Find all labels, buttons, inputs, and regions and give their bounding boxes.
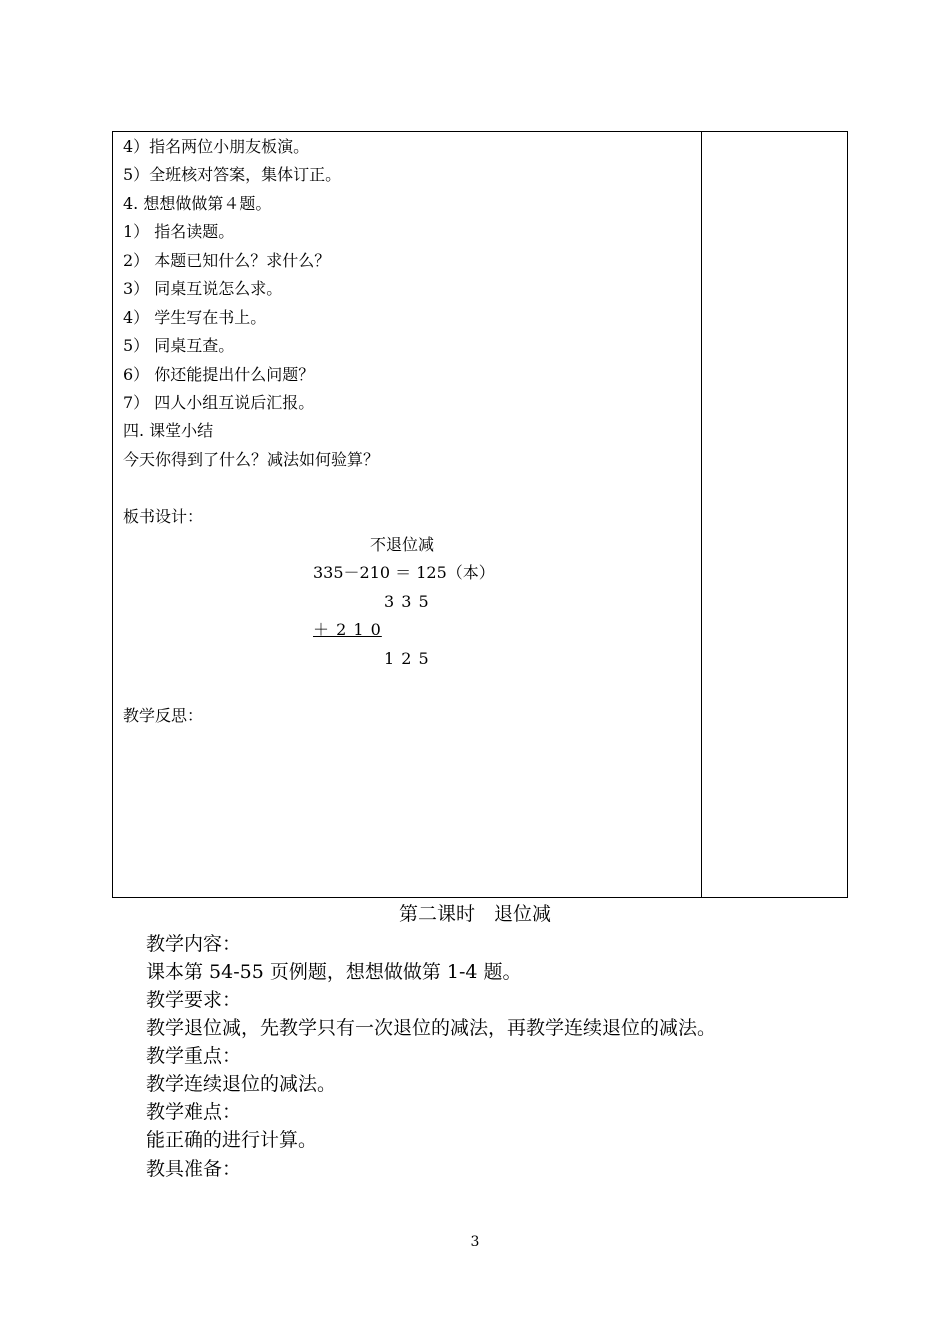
- step-line: 6） 你还能提出什么问题？: [123, 365, 315, 384]
- table-column-divider: [701, 131, 702, 898]
- summary-heading: 四. 课堂小结: [123, 421, 214, 440]
- board-check-row: ＋ 2 1 0: [313, 620, 382, 639]
- content-text: 课本第 54-55 页例题，想想做做第 1-4 题。: [146, 961, 522, 983]
- lesson-table: [112, 131, 848, 898]
- requirements-heading: 教学要求：: [146, 989, 242, 1011]
- step-line: 4）指名两位小朋友板演。: [123, 137, 310, 156]
- key-point-text: 教学连续退位的减法。: [146, 1073, 337, 1095]
- board-design-label: 板书设计：: [123, 507, 204, 526]
- page-number: 3: [470, 1234, 480, 1250]
- step-line: 5） 同桌互查。: [123, 336, 235, 355]
- board-result: 1 2 5: [384, 649, 430, 668]
- requirements-text: 教学退位减，先教学只有一次退位的减法，再教学连续退位的减法。: [146, 1017, 717, 1039]
- reflection-label: 教学反思：: [123, 706, 204, 725]
- difficulty-heading: 教学难点：: [146, 1101, 242, 1123]
- step-line: 2） 本题已知什么？求什么？: [123, 251, 331, 270]
- step-line: 4. 想想做做第４题。: [123, 194, 272, 213]
- step-line: 7） 四人小组互说后汇报。: [123, 393, 315, 412]
- materials-heading: 教具准备：: [146, 1158, 242, 1180]
- step-line: 3） 同桌互说怎么求。: [123, 279, 283, 298]
- lesson-title: 第二课时 退位减: [398, 903, 551, 925]
- board-equation: 335－210 ＝ 125（本）: [313, 563, 495, 582]
- summary-question: 今天你得到了什么？减法如何验算？: [123, 450, 380, 469]
- board-title: 不退位减: [370, 535, 435, 554]
- key-point-heading: 教学重点：: [146, 1045, 242, 1067]
- step-line: 4） 学生写在书上。: [123, 308, 267, 327]
- board-minuend: 3 3 5: [384, 592, 430, 611]
- content-heading: 教学内容：: [146, 933, 242, 955]
- step-line: 1） 指名读题。: [123, 222, 235, 241]
- difficulty-text: 能正确的进行计算。: [146, 1129, 318, 1151]
- step-line: 5）全班核对答案，集体订正。: [123, 165, 342, 184]
